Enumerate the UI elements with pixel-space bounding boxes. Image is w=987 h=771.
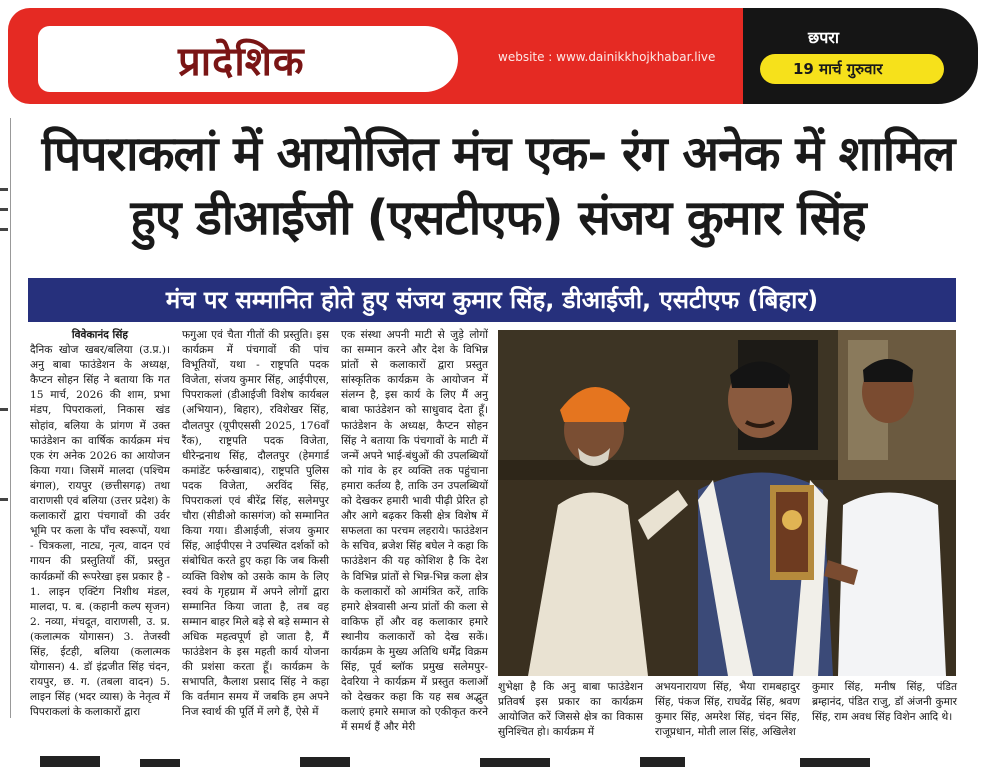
subheadline-text: मंच पर सम्मानित होते हुए संजय कुमार सिंह, डीआईजी, एसटीएफ (बिहार) [165, 286, 819, 314]
caption-column-1: शुभेक्षा है कि अनु बाबा फाउंडेशन प्रतिवर्ष इस प्रकार का कार्यक्रम आयोजित करें जिससे क्षेत्र का विकास सुनिश्चित हो। कार्यक्रम में [498, 681, 643, 738]
cutoff-text-fragments [0, 754, 987, 767]
headline-line-1: पिपराकलां में आयोजित मंच एक- रंग अनेक में शामिल [41, 126, 955, 182]
article-column-1 [30, 328, 170, 720]
article-column-3 [341, 328, 488, 736]
next-article-cutoff [0, 752, 987, 765]
subheadline-banner [28, 278, 956, 322]
article-text-3: एक संस्था अपनी माटी से जुड़े लोगों का सम्मान करने और देश के विभिन्न प्रांतों से कलाकारों द्वारा प्रस्तुत सांस्कृतिक कार्यक्रम के आयोजन में संलग्न है, इस कार्य के लिए मैं अनु बाबा फाउंडेशन को साधुवाद देता हूँ। फाउंडेशन के अध्यक्ष, कैप्टन सोहन सिंह ने बताया कि पंचगावों के माटी में जन्में अपने भाई-बंधुओं की उपलब्धियों को गांव के हर व्यक्ति तक पहुंचाना हमारा कर्तव्य है, ताकि उन उपलब्धियों को देखकर हमारी भावी पीढ़ी प्रेरित हो और आगे बढ़कर किसी क्षेत्र विशेष में सफलता का परचम लहराये। फाउंडेशन के सचिव, ब्रजेश सिंह बघेल ने कहा कि फाउंडेशन की यह कोशिश है कि देश के विभिन्न प्रांतों से भिन्न-भिन्न कला क्षेत्र के कलाकारों को आमंत्रित करें, ताकि हमारे क्षेत्रवासी अन्य प्रांतों की कला से वाकिफ हों और वह कलाकार हमारे स्थानीय कलाकारों को देख सकें। कार्यक्रम के मुख्य अतिथि धर्मेंद्र विक्रम सिंह, पूर्व ब्लॉक प्रमुख सलेमपुर-देवरिया ने कार्यक्रम में प्रस्तुत कलाओं को देखकर कहा कि यह सब अद्भुत कलाएं हमारे समाज को एकीकृत करने में समर्थ हैं और मेरी [341, 329, 488, 734]
article-column-2 [182, 328, 329, 720]
article-text-1: दैनिक खोज खबर/बलिया (उ.प्र.)। अनु बाबा फाउंडेशन के अध्यक्ष, कैप्टन सोहन सिंह ने बताया कि गत 15 मार्च, 2026 की शाम, प्रभा मंडप, पिपराकलां, निकास खंड सोहांव, बलिया के प्रांगण में उक्त फाउंडेशन का वार्षिक कार्यक्रम मंच एक रंग अनेक 2026 का आयोजन किया गया। जिसमें मालदा (पश्चिम बंगाल), रायपुर (छत्तीसगढ़) तथा वाराणसी एवं बलिया (उत्तर प्रदेश) के कलाकारों द्वारा पंचगावों की उर्वर भूमि पर कला के पाँच स्वरूपों, यथा - चित्रकला, नाट्य, नृत्य, वादन एवं गायन की प्रस्तुतियाँ कीं, प्रस्तुत कार्यक्रमों की रूपरेखा इस प्रकार है - 1. लाइन एक्टिंग निशीथ मंडल, मालदा, प. ब. (कहानी कल्प सृजन) 2. नव्या, मंचदूत, वाराणसी, उ. प्र. (कलात्मक योगासन) 3. तेजस्वी सिंह, ईटही, बलिया (कलात्मक योगासन) 4. डॉ इंद्रजीत सिंह चंदन, रायपुर, छ. ग. (तबला वादन) 5. लाइन सिंह (भदर व्यास) के नेतृत्व में पिपराकलां के कलाकारों द्वारा [30, 344, 170, 719]
caption-column-2: अभयनारायण सिंह, भैया रामबहादुर सिंह, पंकज सिंह, राघवेंद्र सिंह, श्रवण कुमार सिंह, अमरेश सिंह, चंदन सिंह, राजूप्रधान, मोती लाल सिंह, अखिलेश [655, 681, 800, 738]
edition-city: छपरा [808, 28, 839, 47]
masthead [8, 8, 978, 106]
news-photo [498, 330, 956, 676]
caption-column-3: कुमार सिंह, मनीष सिंह, पंडित ब्रम्हानंद, पंडित राजु, डॉ अंजनी कुमार सिंह, राम अवध सिंह विशेन आदि थे। [812, 681, 957, 723]
adjacent-page-edge [0, 118, 11, 718]
edition-date: 19 मार्च गुरुवार [793, 60, 883, 78]
photo-illustration [498, 330, 956, 676]
section-title: प्रादेशिक [178, 39, 305, 85]
article-text-2: फगुआ एवं चैता गीतों की प्रस्तुति। इस कार्यक्रम में पंचगावों की पांच विभूतियों, यथा - राष्ट्रपति पदक विजेता, संजय कुमार सिंह, आईपीएस, पिपराकलां (डीआईजी विशेष कार्यबल (अभियान), बिहार), रविशेखर सिंह, दौलतपुर (यूपीएससी 2025, 176वाँ रैंक), राष्ट्रपति पदक विजेता, धीरेन्द्रनाथ सिंह, दौलतपुर (हेमगार्ड कमांडेंट फर्रुखाबाद), राष्ट्रपति पुलिस पदक विजेता, अरविंद सिंह, पिपराकलां एवं बीरेंद्र सिंह, सलेमपुर चौरा (सीडीओ कासगंज) को सम्मानित किया गया। डीआईजी, संजय कुमार सिंह, आईपीएस ने उपस्थित दर्शकों को संबोधित करते हुए कहा कि जब किसी व्यक्ति विशेष को उसके काम के लिए स्वयं के गृहग्राम में अपने लोगों द्वारा सम्मानित किया जाता है, तब वह सम्मान बाहर मिले बड़े से बड़े सम्मान से अधिक महत्वपूर्ण हो जाता है, मैं फाउंडेशन के इस महती कार्य योजना की प्रशंसा करता हूँ। कार्यक्रम के सभापति, कैलाश प्रसाद सिंह ने कहा कि वर्तमान समय में जबकि हम अपने निज स्वार्थ की पूर्ति में लगे हैं, ऐसे में [182, 329, 329, 719]
headline [18, 122, 978, 250]
website-link[interactable]: website : www.dainikkhojkhabar.live [498, 50, 716, 64]
author-byline: विवेकानंद सिंह [71, 329, 129, 341]
headline-line-2: हुए डीआईजी (एसटीएफ) संजय कुमार सिंह [130, 190, 866, 246]
